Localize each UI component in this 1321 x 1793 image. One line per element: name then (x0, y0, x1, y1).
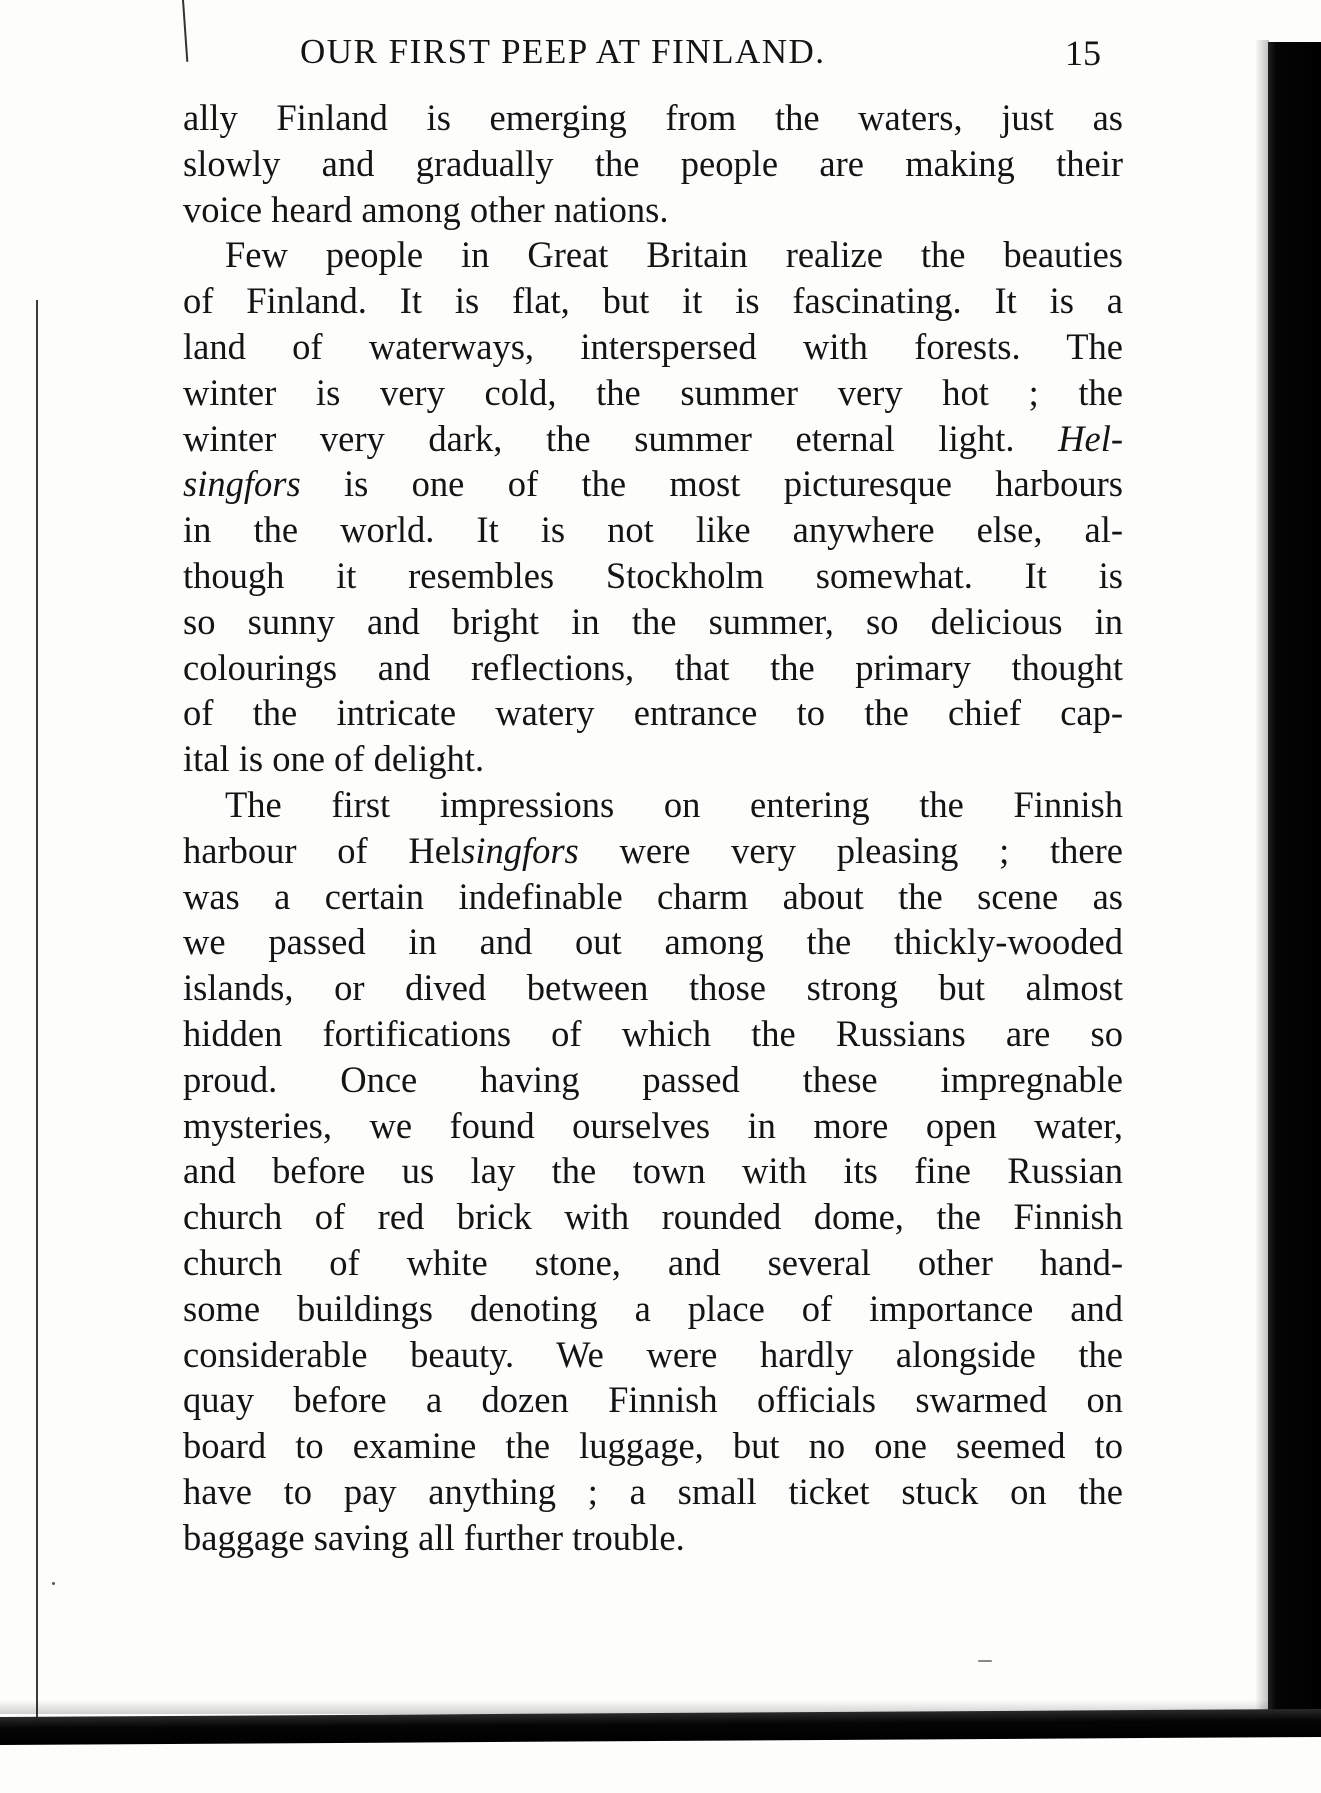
italic-place-name: Hel- (1058, 417, 1123, 459)
text-line: Few people in Great Britain realize the beauties (225, 234, 1123, 276)
text-line: board to examine the luggage, but no one seemed to (183, 1425, 1123, 1467)
text-line: mysteries, we found ourselves in more open water, (183, 1104, 1123, 1146)
page-right-edge (1268, 42, 1321, 1723)
text-line: though it resembles Stockholm somewhat. It is (183, 554, 1123, 596)
text-line: was a certain indefinable charm about the scene as (183, 875, 1123, 917)
text-line: quay before a dozen Finnish officials swarmed on (183, 1379, 1123, 1421)
text-line: islands, or dived between those strong but almost (183, 967, 1123, 1009)
italic-place-name: singfors (183, 463, 301, 505)
body-text (183, 95, 1123, 1561)
text-line: so sunny and bright in the summer, so delicious in (183, 600, 1123, 642)
line-text: singfors is one of the most picturesque harbours (183, 463, 1123, 505)
text-line: have to pay anything ; a small ticket stuck on the (183, 1470, 1123, 1512)
page-bottom-edge (0, 1709, 1321, 1745)
binding-shadow-right (1255, 40, 1269, 1730)
pencil-mark (182, 0, 188, 62)
text-line-with-italic (183, 461, 1123, 507)
text-line: proud. Once having passed these impregnable (183, 1058, 1123, 1100)
text-line: land of waterways, interspersed with forests. The (183, 325, 1123, 367)
text-line: ally Finland is emerging from the waters, just as (183, 97, 1123, 138)
page-number: 15 (1065, 33, 1101, 73)
page-left-edge-line (36, 300, 38, 1720)
line-text: winter very dark, the summer eternal light. Hel- (183, 417, 1123, 459)
text-line: considerable beauty. We were hardly alongside the (183, 1333, 1123, 1375)
text-line: of the intricate watery entrance to the chief cap- (183, 692, 1123, 734)
text-line: winter is very cold, the summer very hot ; the (183, 371, 1123, 413)
text-line: and before us lay the town with its fine Russian (183, 1150, 1123, 1192)
text-line-with-italic (183, 416, 1123, 462)
text-line: we passed in and out among the thickly-wooded (183, 921, 1123, 963)
scan-speck (52, 1582, 55, 1585)
text-line: ital is one of delight. (183, 738, 485, 780)
text-line: in the world. It is not like anywhere else, al- (183, 509, 1123, 551)
text-line: of Finland. It is flat, but it is fascinating. It is a (183, 280, 1123, 322)
text-line: slowly and gradually the people are making their (183, 142, 1123, 184)
text-line-with-italic (183, 828, 1123, 874)
text-line: The first impressions on entering the Finnish (225, 783, 1123, 825)
text-line: colourings and reflections, that the primary thought (183, 646, 1123, 688)
text-line: some buildings denoting a place of importance and (183, 1287, 1123, 1329)
text-line: church of red brick with rounded dome, the Finnish (183, 1196, 1123, 1238)
line-text: harbour of Helsingfors were very pleasing ; there (183, 829, 1123, 871)
italic-place-name: singfors (461, 829, 579, 871)
running-title: OUR FIRST PEEP AT FINLAND. (300, 32, 826, 71)
text-line: voice heard among other nations. (183, 188, 669, 230)
text-line: church of white stone, and several other hand- (183, 1241, 1123, 1283)
text-line: baggage saving all further trouble. (183, 1516, 685, 1558)
scan-speck (978, 1660, 992, 1662)
text-line: hidden fortifications of which the Russians are so (183, 1012, 1123, 1054)
